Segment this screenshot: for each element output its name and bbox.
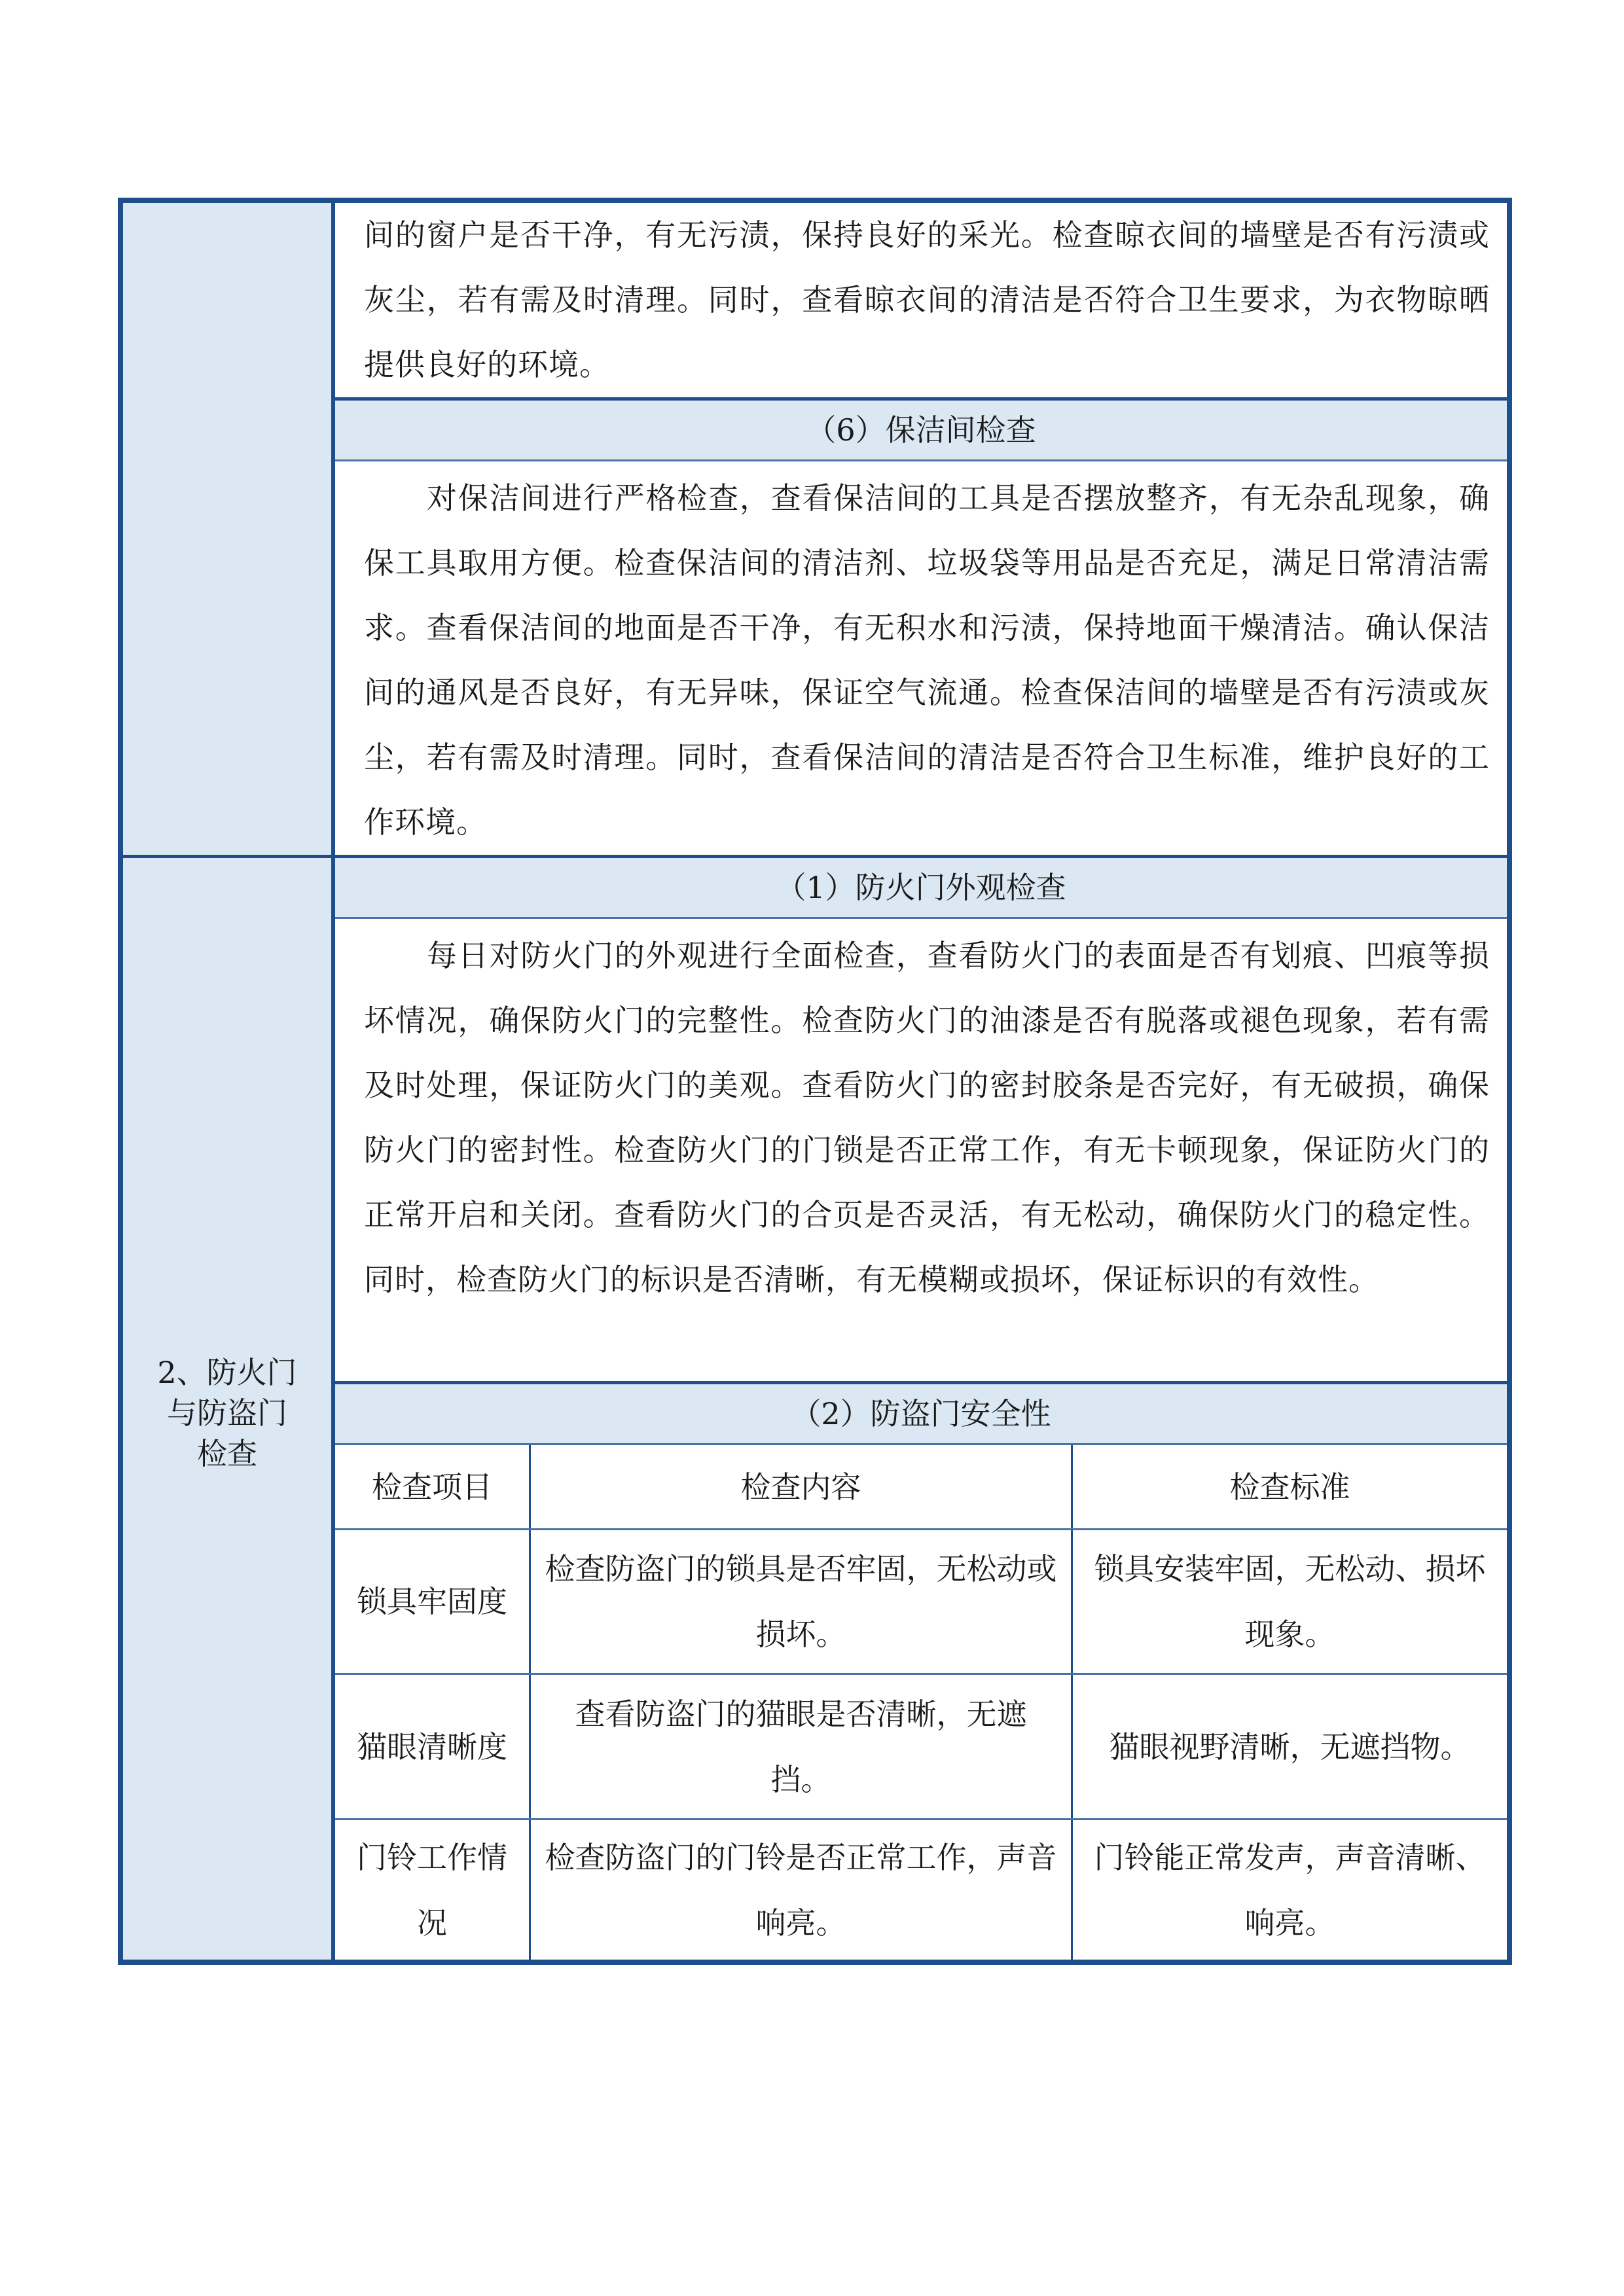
table-row-content: 检查防盗门的锁具是否牢固，无松动或损坏。 — [545, 1551, 1057, 1652]
subsection6-paragraph: 对保洁间进行严格检查，查看保洁间的工具是否摆放整齐，有无杂乱现象，确保工具取用方便。检查保洁间的清洁剂、垃圾袋等用品是否充足，满足日常清洁需求。查看保洁间的地面是否干净，有无积水和污渍，保持地面干燥清洁。确认保洁间的通风是否良好，有无异味，保证空气流通。检查保洁间的墙壁是否有污渍或灰尘，若有需及时清理。同时，查看保洁间的清洁是否符合卫生标准，维护良好的工作环境。 — [364, 480, 1490, 840]
subtable-header-standard: 检查标准 — [1229, 1469, 1350, 1505]
section2-label — [123, 1352, 331, 1474]
subtable-header-content: 检查内容 — [740, 1469, 861, 1505]
table-row-standard: 猫眼视野清晰，无遮挡物。 — [1109, 1729, 1471, 1765]
table-row-item: 门铃工作情况 — [357, 1839, 507, 1941]
section2-label-line1: 2、防火门 — [157, 1355, 297, 1390]
subsection1-paragraph: 每日对防火门的外观进行全面检查，查看防火门的表面是否有划痕、凹痕等损坏情况，确保防火门的完整性。检查防火门的油漆是否有脱落或褪色现象，若有需及时处理，保证防火门的美观。查看防火门的密封胶条是否完好，有无破损，确保防火门的密封性。检查防火门的门锁是否正常工作，有无卡顿现象，保证防火门的正常开启和关闭。查看防火门的合页是否灵活，有无松动，确保防火门的稳定性。同时，检查防火门的标识是否清晰，有无模糊或损坏，保证标识的有效性。 — [364, 938, 1490, 1297]
table-row-item: 锁具牢固度 — [357, 1584, 507, 1619]
section1-continuation-paragraph: 间的窗户是否干净，有无污渍，保持良好的采光。检查晾衣间的墙壁是否有污渍或灰尘，若有需及时清理。同时，查看晾衣间的清洁是否符合卫生要求，为衣物晾晒提供良好的环境。 — [364, 217, 1490, 382]
section2-label-line2: 与防盗门 — [167, 1395, 287, 1431]
section2-label-line3: 检查 — [197, 1436, 257, 1471]
table-row-standard: 门铃能正常发声，声音清晰、响亮。 — [1094, 1839, 1486, 1941]
divider-after-subsection1-title — [335, 917, 1507, 919]
subtable-header-item: 检查项目 — [372, 1469, 492, 1505]
inspection-table — [118, 198, 1512, 1965]
table-row-content: 检查防盗门的门铃是否正常工作，声音响亮。 — [545, 1839, 1057, 1941]
table-row-content: 查看防盗门的猫眼是否清晰，无遮挡。 — [575, 1696, 1027, 1797]
subsection2-title: （2）防盗门安全性 — [791, 1396, 1051, 1431]
subsection1-title: （1）防火门外观检查 — [776, 870, 1066, 905]
table-row-standard: 锁具安装牢固，无松动、损坏现象。 — [1094, 1551, 1486, 1652]
table-row-item: 猫眼清晰度 — [357, 1729, 507, 1765]
divider-after-subsection6-title — [335, 459, 1507, 461]
subsection6-title: （6）保洁间检查 — [806, 412, 1036, 448]
left-label-column — [123, 203, 331, 1960]
